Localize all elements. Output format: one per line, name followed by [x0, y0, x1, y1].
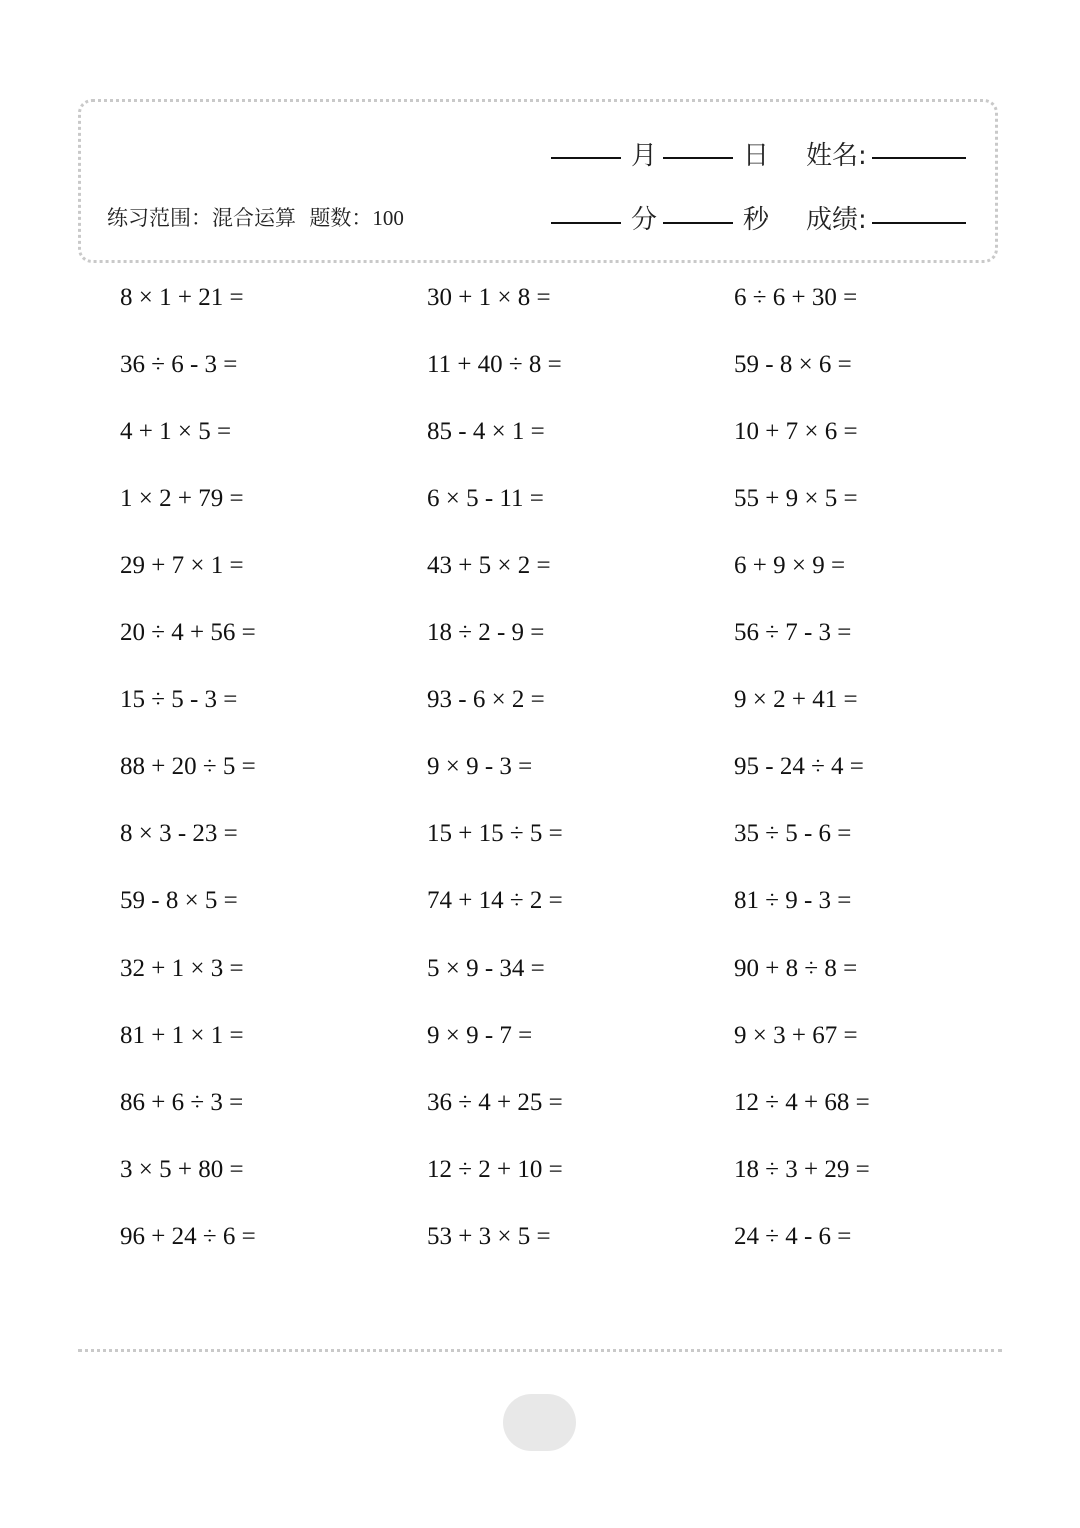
minute-blank[interactable] — [551, 222, 621, 224]
math-problem: 9 × 3 + 67 = — [734, 1022, 858, 1049]
score-blank[interactable] — [872, 222, 966, 224]
math-problem: 15 ÷ 5 - 3 = — [120, 686, 238, 713]
math-problem: 18 ÷ 3 + 29 = — [734, 1156, 870, 1183]
math-problem: 8 × 3 - 23 = — [120, 820, 238, 847]
math-problem: 93 - 6 × 2 = — [427, 686, 545, 713]
math-problem: 96 + 24 ÷ 6 = — [120, 1223, 256, 1250]
bottom-divider — [78, 1349, 1002, 1352]
math-problem: 81 + 1 × 1 = — [120, 1022, 244, 1049]
math-problem: 20 ÷ 4 + 56 = — [120, 619, 256, 646]
math-problem: 12 ÷ 4 + 68 = — [734, 1089, 870, 1116]
header-box — [78, 99, 998, 263]
math-problem: 55 + 9 × 5 = — [734, 485, 858, 512]
day-blank[interactable] — [663, 157, 733, 159]
second-label: 秒 — [743, 205, 770, 235]
math-problem: 85 - 4 × 1 = — [427, 418, 545, 445]
math-problem: 11 + 40 ÷ 8 = — [427, 351, 562, 378]
count-value: 100 — [372, 206, 404, 230]
math-problem: 90 + 8 ÷ 8 = — [734, 955, 858, 982]
math-problem: 9 × 2 + 41 = — [734, 686, 858, 713]
math-problem: 9 × 9 - 3 = — [427, 753, 533, 780]
math-problem: 56 ÷ 7 - 3 = — [734, 619, 852, 646]
page-number-badge — [503, 1394, 576, 1451]
math-problem: 74 + 14 ÷ 2 = — [427, 887, 563, 914]
score-label: 成绩: — [806, 205, 867, 235]
math-problem: 9 × 9 - 7 = — [427, 1022, 533, 1049]
math-problem: 8 × 1 + 21 = — [120, 284, 244, 311]
math-problem: 5 × 9 - 34 = — [427, 955, 545, 982]
month-blank[interactable] — [551, 157, 621, 159]
math-problem: 81 ÷ 9 - 3 = — [734, 887, 852, 914]
math-problem: 3 × 5 + 80 = — [120, 1156, 244, 1183]
math-problem: 18 ÷ 2 - 9 = — [427, 619, 545, 646]
month-label: 月 — [631, 141, 658, 171]
math-problem: 30 + 1 × 8 = — [427, 284, 551, 311]
math-problem: 36 ÷ 6 - 3 = — [120, 351, 238, 378]
minute-label: 分 — [631, 205, 658, 235]
math-problem: 6 + 9 × 9 = — [734, 552, 846, 579]
math-problem: 12 ÷ 2 + 10 = — [427, 1156, 563, 1183]
math-problem: 29 + 7 × 1 = — [120, 552, 244, 579]
math-problem: 53 + 3 × 5 = — [427, 1223, 551, 1250]
math-problem: 95 - 24 ÷ 4 = — [734, 753, 864, 780]
math-problem: 4 + 1 × 5 = — [120, 418, 232, 445]
math-problem: 1 × 2 + 79 = — [120, 485, 244, 512]
math-problem: 32 + 1 × 3 = — [120, 955, 244, 982]
math-problem: 86 + 6 ÷ 3 = — [120, 1089, 244, 1116]
day-label: 日 — [743, 141, 770, 171]
practice-info — [107, 202, 404, 232]
math-problem: 36 ÷ 4 + 25 = — [427, 1089, 563, 1116]
second-blank[interactable] — [663, 222, 733, 224]
math-problem: 15 + 15 ÷ 5 = — [427, 820, 563, 847]
name-label: 姓名: — [806, 141, 867, 171]
math-problem: 43 + 5 × 2 = — [427, 552, 551, 579]
math-problem: 59 - 8 × 5 = — [120, 887, 238, 914]
range-label: 练习范围：混合运算 — [107, 206, 296, 230]
math-problem: 24 ÷ 4 - 6 = — [734, 1223, 852, 1250]
math-problem: 10 + 7 × 6 = — [734, 418, 858, 445]
count-label: 题数： — [309, 206, 373, 230]
math-problem: 6 ÷ 6 + 30 = — [734, 284, 858, 311]
math-problem: 59 - 8 × 6 = — [734, 351, 852, 378]
math-problem: 88 + 20 ÷ 5 = — [120, 753, 256, 780]
math-problem: 35 ÷ 5 - 6 = — [734, 820, 852, 847]
name-blank[interactable] — [872, 157, 966, 159]
math-problem: 6 × 5 - 11 = — [427, 485, 544, 512]
